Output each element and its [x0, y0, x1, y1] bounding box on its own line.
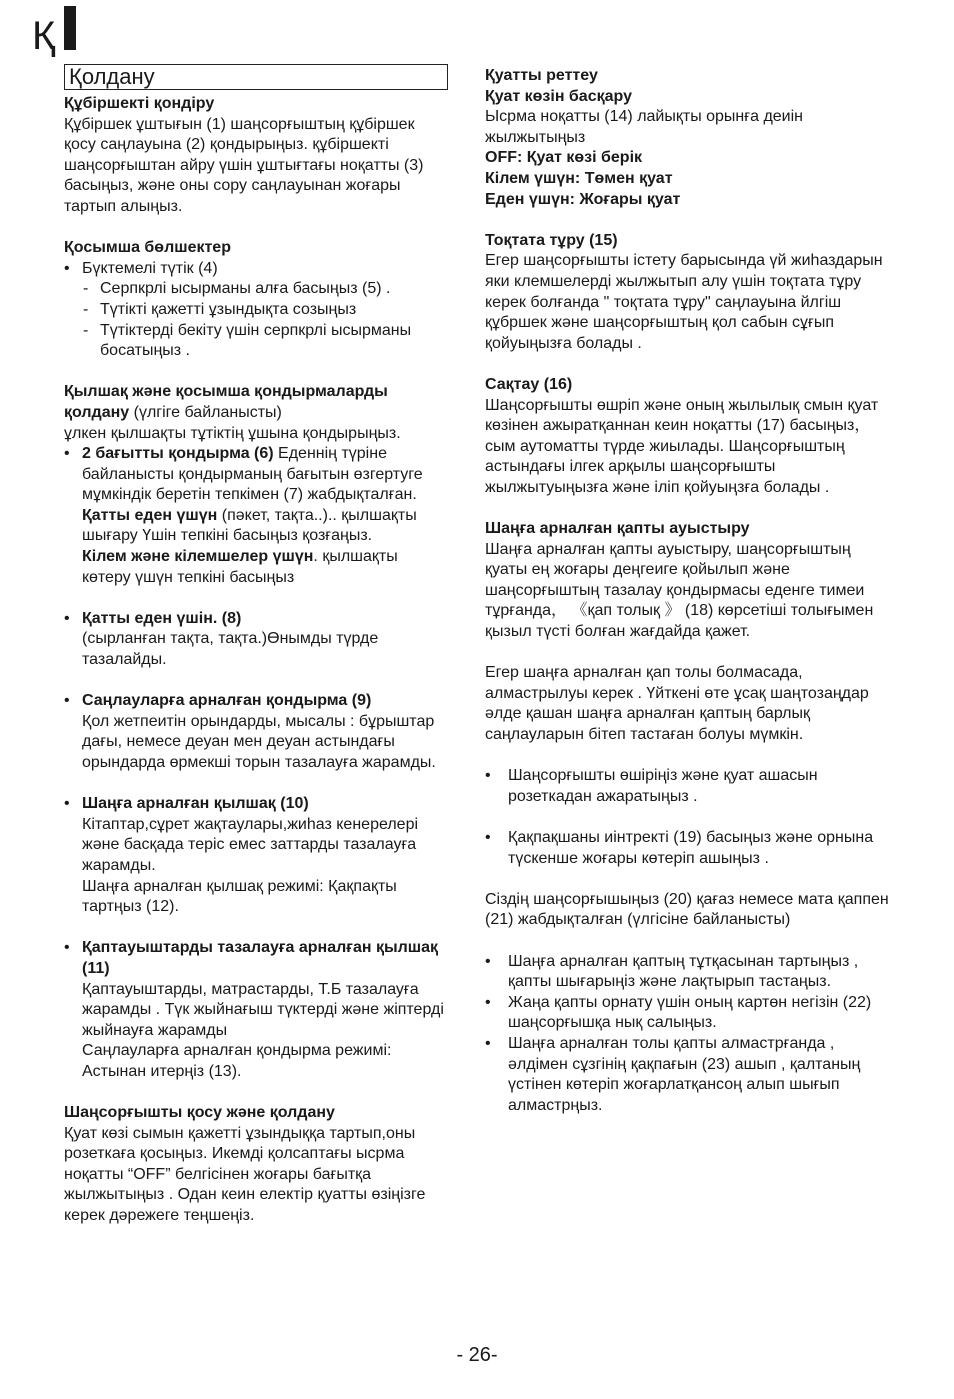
section-heading: Қылшақ және қосымша қондырмаларды қолдану	[64, 383, 388, 421]
paragraph: Егер шаңға арналған қап толы болмасада, алмастрылуы керек . Үйткені өте ұсақ шаңтозаңдар әлде қашан шаңға арналған қаптың барлық саңлауларын бітеп тастаған болуы мүмкін.	[485, 664, 869, 743]
item-title-tail: . (8)	[212, 609, 242, 627]
item-title: Қатты еден үшін	[82, 609, 213, 627]
item-text: (сырланған тақта, тақта.)Өнымды түрде тазалайды.	[82, 630, 379, 669]
item-text: Қаптауыштарды, матрастарды, Т.Б тазалауға жарамды . Түк жыйнағыш түктерді және жіптерді жыйнауға жарамды	[82, 980, 444, 1039]
bullet-list	[485, 952, 895, 1117]
language-marker-bar	[64, 6, 76, 50]
item-title: 2 бағытты қондырма (6)	[82, 445, 274, 463]
list-item: - Түтікті қажетті ұзындықта созыңыз	[64, 300, 448, 321]
paragraph: Шаңға арналған қапты ауыстыру, шаңсорғыштың қуаты ең жоғары деңгеиге қойылып және шаңсорғыштың тазалау қондырмасы еденге тимеи тұрғанда， 《қап толық 》 (18) көрсетіші толығымен қызыл түсті болған жағдайда қажет.	[485, 540, 874, 641]
section-heading: Тоқтата тұру (15)	[485, 231, 618, 249]
item-text: Еденнің түріне байланысты қондырманың бағытын өзгертуге мұмкіндік беретін тепкімен (7) жабдықталған.	[82, 445, 423, 504]
paragraph: Шаңсорғышты өшріп және оның жылылық смын қуат көзінен ажыратқаннан кеин ноқатты (17) басыңыз，сым аутоматты түрде жиылады. Шаңсорғыштың астындағы ілгек арқылы шаңсорғышты жылжытуыңызға және іліп қойуыңзға болады .	[485, 396, 879, 496]
item-title: • Саңлауларға арналған қондырма (9)	[82, 692, 372, 710]
bullet-list	[64, 691, 448, 773]
list-item: • Шаңсорғышты өшіріңіз және қуат ашасын розеткадан ажаратыңыз .	[485, 766, 895, 807]
list-item: - Түтіктерді бекіту үшін серпкрлі ысырманы босатыңыз .	[64, 321, 448, 362]
bullet-list	[64, 794, 448, 918]
right-column	[485, 66, 895, 1116]
list-item	[64, 794, 448, 918]
item-text: Саңлауларға арналған қондырма режимі: Астынан итерңіз (13).	[82, 1042, 392, 1080]
bullet-list	[64, 609, 448, 671]
item-title: • Шаңға арналған қылшақ (10)	[82, 795, 309, 813]
list-item	[64, 609, 448, 671]
item-title: • Қаптауыштарды тазалауға арналған қылшақ (11)	[82, 939, 439, 977]
item-subtitle: Кілем және кілемшелер үшүн	[82, 548, 314, 566]
section-subheading: Қуат көзін басқару	[485, 87, 632, 105]
paragraph: ұлкен қылшақты тұтіктің ұшына қондырыңыз.	[64, 424, 401, 442]
bullet-list	[64, 938, 448, 1082]
section-heading: Шаңсорғышты қосу және қолдану	[64, 1104, 335, 1122]
list-item	[64, 444, 448, 588]
item-text: (пәкет, тақта..).. қылшақты шығару Үшін тепкіні басыңыз қозғаңыз.	[82, 506, 417, 545]
item-text: Шаңға арналған қылшақ режимі: Қақпақты тартңыз (12).	[82, 877, 397, 916]
item-text: Кітаптар,сұрет жақтаулары,жиһаз кенерелері және басқада теріс емес заттарды тазалауға жарамды.	[82, 815, 419, 874]
paragraph: Сіздің шаңсорғышыңыз (20) қағаз немесе мата қаппен (21) жабдықталған (үлгісіне байланысты)	[485, 890, 889, 929]
paragraph: Ысрма ноқатты (14) лайықты орынға деиін жылжытыңыз	[485, 108, 804, 146]
left-column	[64, 64, 448, 1227]
mode-floor: Еден үшүн: Жоғары қуат	[485, 190, 681, 208]
section-heading: Шаңға арналған қапты ауыстыру	[485, 520, 750, 538]
list-item	[64, 938, 448, 1082]
list-item: • Шаңға арналған қаптың тұтқасынан тартыңыз , қапты шығарыңіз және лақтырып тастаңыз.	[485, 952, 895, 993]
mode-off: OFF: Қуат көзі берік	[485, 149, 643, 167]
item-subtitle: Қатты еден үшүн	[82, 506, 218, 524]
list-item: - Серпкрлі ысырманы алға басыңыз (5) .	[64, 279, 448, 300]
page-number: - 26-	[456, 1344, 498, 1366]
mode-carpet: Кілем үшүн: Төмен қуат	[485, 169, 673, 187]
heading-note: (үлгіге байланысты)	[129, 403, 282, 421]
dash-list	[64, 279, 448, 361]
paragraph: Қуат көзі сымын қажетті ұзындыққа тартып,оны розеткаға қосыңыз. Икемді қолсаптағы ысрма ноқатты “OFF” белгісінен жоғары бағытқа жылжытыңыз . Одан кеин електір қуатты өзіңізге керек дәрежеге теңшеңіз.	[64, 1124, 426, 1225]
list-item: • Жаңа қапты орнату үшін оның картөн негізін (22) шаңсорғышқа нық салыңыз.	[485, 993, 895, 1034]
bullet-list	[64, 444, 448, 588]
list-item: • Шаңға арналған толы қапты алмастрғанда , әлдімен сұзгінің қақпағын (23) ашып , қалтаның үстінен көтеріп жоғарлатқансоң алып шығып алмастрңыз.	[485, 1034, 895, 1116]
list-item: • Қақпақшаны иінтректі (19) басыңыз және орнына түскенше жоғары көтеріп ашыңыз .	[485, 828, 895, 869]
list-item	[64, 691, 448, 773]
paragraph: Құбіршек ұштығын (1) шаңсорғыштың құбіршек қосу саңлауына (2) қондырыңыз. құбіршекті шаңсорғыштан айру үшін ұштығтағы ноқатты (3) басыңыз, және оны сору саңлауынан жоғары тартып алыңыз.	[64, 115, 424, 215]
language-letter: Қ	[32, 14, 56, 58]
section-heading: Қосымша бөлшектер	[64, 239, 231, 257]
section-heading: Сақтау (16)	[485, 375, 573, 393]
item-text: Қол жетпеитін орындарды, мысалы : бұрыштар дағы, немесе деуан мен деуан астындағы орындарда өрмекші торын тазалауға жарамды.	[82, 712, 436, 771]
list-item: • Бүктемелі түтік (4)	[64, 259, 448, 280]
paragraph: Егер шаңсорғышты істету барысында үй жиһаздарын яки клемшелерді жылжытып алу үшін тоқтата тұру керек болғанда " тоқтата тұру" саңлауына йлгіш құбршек және шаңсорғыштың қол сабын сұғып қойуыңызға болады .	[485, 252, 883, 352]
bullet-list	[485, 828, 895, 869]
item-text: . қылшақты көтеру үшүн тепкіні басыңыз	[82, 548, 398, 586]
section-title: Қолдану	[64, 64, 448, 90]
section-heading-line	[64, 382, 448, 423]
section-heading: Қуатты реттеу	[485, 67, 598, 84]
bullet-list	[485, 766, 895, 807]
section-heading: Құбіршекті қондіру	[64, 95, 215, 112]
bullet-list	[64, 259, 448, 280]
